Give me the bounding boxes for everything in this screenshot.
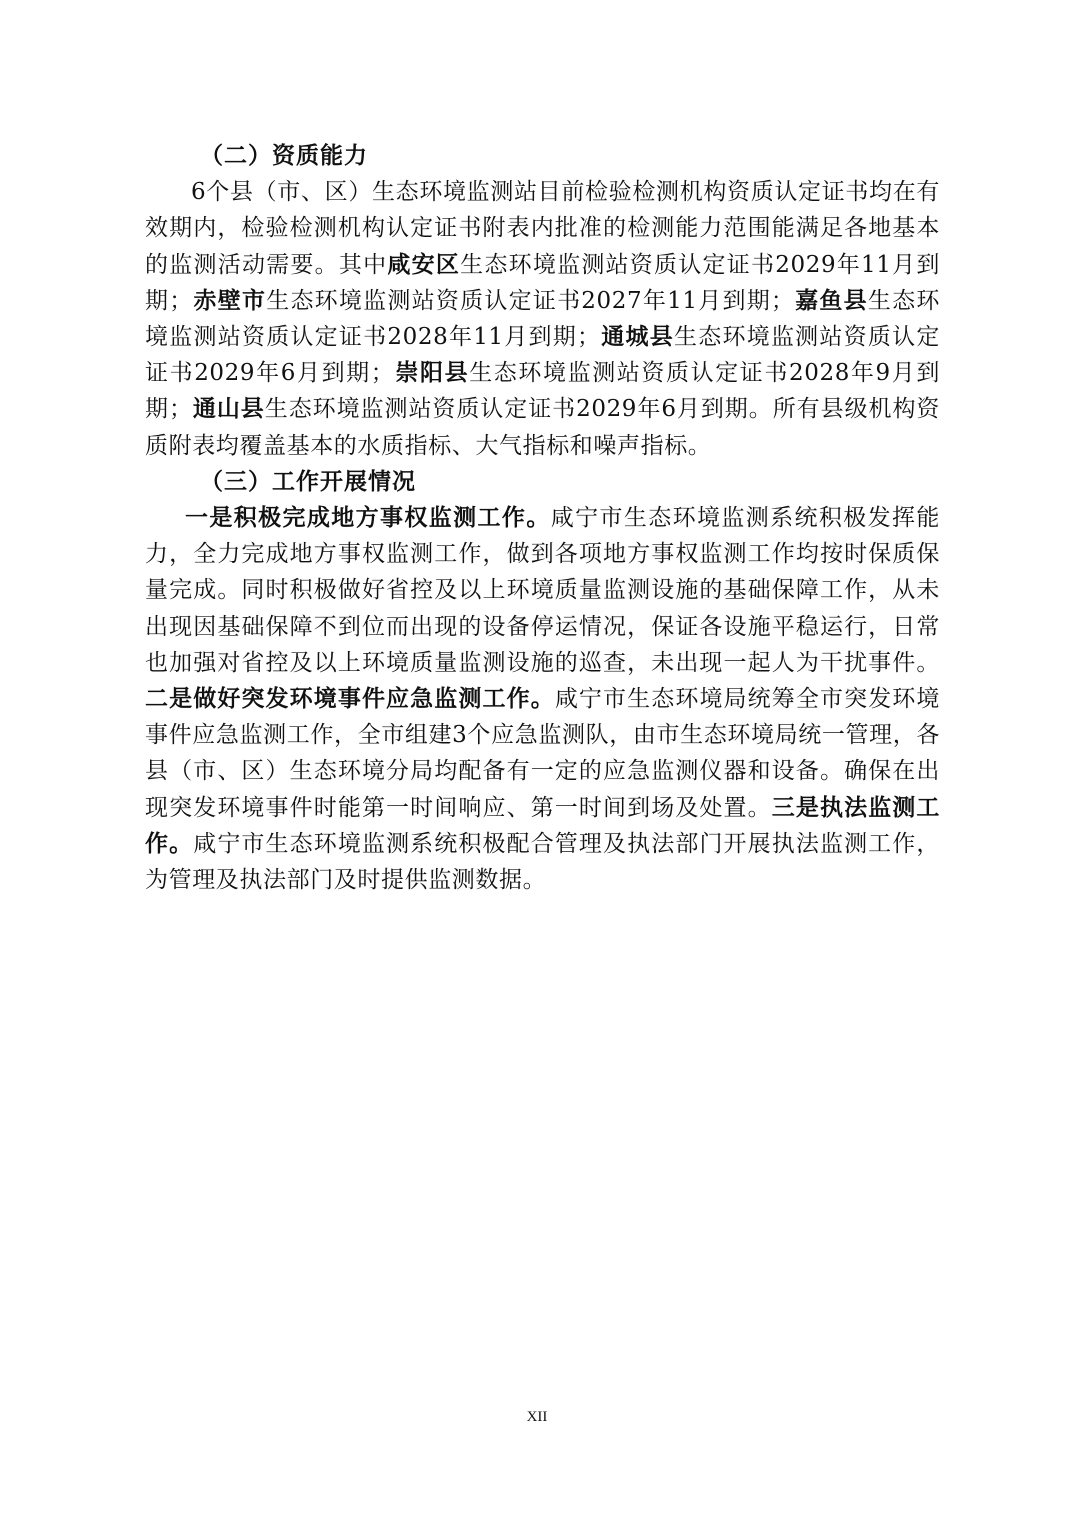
text-run: 咸宁市生态环境监测系统积极配合管理及执法部门开展执法监测工作，为管理及执法部门及时提供监测数据。 [145,830,940,894]
bold-county-chibi: 赤壁市 [192,287,267,314]
text-run: 生态环境监测站资质认定证书2028年11月到期； [145,287,940,351]
text-run: 生态环境监测站资质认定证书2028年9月到期； [145,360,940,423]
text-run: 咸宁市生态环境监测系统积极发挥能力，全力完成地方事权监测工作，做到各项地方事权监测工作均按时保质保量完成。同时积极做好省控及以上环境质量监测设施的基础保障工作，从未出现因基础保障不到位而出现的设备停运情况，保证各设施平稳运行，日常也加强对省控及以上环境质量监测设施的巡查，未出现一起人为干扰事件。 [145,505,940,676]
bold-lead-first: 一是积极完成地方事权监测工作。 [185,505,551,532]
text-run: 生态环境监测站资质认定证书2029年11月到期； [145,251,940,314]
bold-county-jiayu: 嘉鱼县 [794,287,868,314]
section-heading-work: （三）工作开展情况 [200,468,416,495]
text-run: 生态环境监测站资质认定证书2029年6月到期； [145,324,940,387]
work-paragraph [145,500,940,898]
bold-county-tongshan: 通山县 [192,396,265,423]
text-run: 生态环境监测站资质认定证书2029年6月到期。所有县级机构资质附表均覆盖基本的水质指标、大气指标和噪声指标。 [145,396,941,459]
bold-county-chongyang: 崇阳县 [394,360,470,387]
text-run: 生态环境监测站资质认定证书2027年11月到期； [266,287,795,314]
text-run: 6个县（市、区）生态环境监测站目前检验检测机构资质认定证书均在有效期内，检验检测机构认定证书附表内批准的检测能力范围能满足各地基本的监测活动需要。其中 [145,179,940,278]
bold-county-tongcheng: 通城县 [600,324,674,351]
document-body [145,138,940,898]
bold-county-xianan: 咸安区 [387,251,461,278]
bold-lead-third: 三是执法监测工作。 [145,794,941,857]
section-heading-qualification: （二）资质能力 [200,143,368,169]
bold-lead-second: 二是做好突发环境事件应急监测工作。 [145,686,555,713]
qualification-paragraph [145,174,940,464]
text-run: 咸宁市生态环境局统筹全市突发环境事件应急监测工作，全市组建3个应急监测队，由市生态环境局统一管理，各县（市、区）生态环境分局均配备有一定的应急监测仪器和设备。确保在出现突发环境事件时能第一时间响应、第一时间到场及处置。 [145,686,941,821]
page-number: XII [526,1409,548,1425]
